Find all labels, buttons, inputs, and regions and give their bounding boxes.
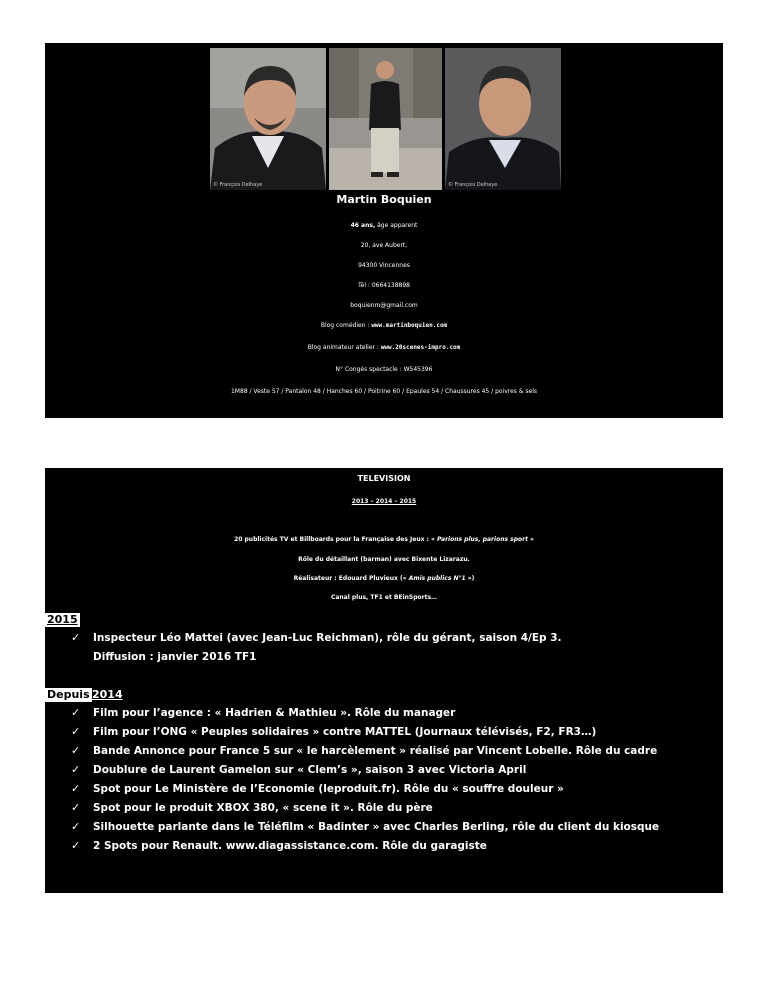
pub-director: Réalisateur : Edouard Pluvieux (« bbox=[293, 575, 409, 582]
television-section bbox=[45, 468, 723, 893]
check-icon: ✓ bbox=[71, 820, 81, 833]
section-title: TELEVISION bbox=[357, 474, 411, 483]
blog-actor bbox=[45, 322, 723, 329]
list-item: Doublure de Laurent Gamelon sur « Clem’s », saison 3 avec Victoria April bbox=[93, 764, 527, 776]
year-2014-text: 2014 bbox=[92, 688, 123, 701]
check-icon: ✓ bbox=[71, 839, 81, 852]
list-item: Spot pour Le Ministère de l’Economie (leproduit.fr). Rôle du « souffre douleur » bbox=[93, 783, 564, 795]
photo-credit: © François Delhaye bbox=[213, 182, 263, 188]
check-icon: ✓ bbox=[71, 631, 81, 644]
depuis-label: Depuis bbox=[47, 688, 90, 701]
pub-campaign-title: Parions plus, parions sport bbox=[437, 536, 528, 543]
list-item: Inspecteur Léo Mattei (avec Jean-Luc Reichman), rôle du gérant, saison 4/Ep 3. bbox=[93, 632, 562, 644]
check-icon: ✓ bbox=[71, 725, 81, 738]
blog-actor-link[interactable]: www.martinboquien.com bbox=[371, 322, 448, 329]
age-line bbox=[45, 222, 723, 229]
pub-film-title: Amis publics N°1 bbox=[408, 575, 466, 582]
list-item: Silhouette parlante dans le Téléfilm « Badinter » avec Charles Berling, rôle du client du kiosque bbox=[93, 821, 660, 833]
check-icon: ✓ bbox=[71, 763, 81, 776]
list-item: Film pour l’ONG « Peuples solidaires » contre MATTEL (Journaux télévisés, F2, FR3…) bbox=[93, 726, 597, 738]
list-item: Spot pour le produit XBOX 380, « scene it ». Rôle du père bbox=[93, 802, 433, 814]
portrait-photo-center bbox=[329, 48, 442, 190]
pub-line-1-text: 20 publicités TV et Billboards pour la Française des Jeux : « bbox=[234, 536, 438, 543]
check-icon: ✓ bbox=[71, 744, 81, 757]
blog-actor-label: Blog comédien : bbox=[320, 322, 372, 329]
age-description: âge apparent bbox=[375, 222, 418, 229]
check-icon: ✓ bbox=[71, 801, 81, 814]
blog-workshop bbox=[45, 344, 723, 351]
blog-workshop-label: Blog animateur atelier : bbox=[307, 344, 381, 351]
photo-credit: © François Delhaye bbox=[448, 182, 498, 188]
profile-header bbox=[45, 43, 723, 418]
pub-line-1-end: » bbox=[527, 536, 534, 543]
age-value: 46 ans, bbox=[350, 222, 376, 229]
year-2015-label bbox=[45, 613, 80, 627]
address-line-1: 20, ave Aubert, bbox=[360, 242, 408, 249]
section-years: 2013 – 2014 – 2015 bbox=[351, 498, 417, 505]
email: boquienm@gmail.com bbox=[350, 302, 418, 309]
actor-name: Martin Boquien bbox=[336, 193, 432, 206]
pub-line-3-end: ») bbox=[465, 575, 475, 582]
list-item: 2 Spots pour Renault. www.diagassistance.com. Rôle du garagiste bbox=[93, 840, 487, 852]
address-line-2: 94300 Vincennes bbox=[358, 262, 410, 269]
pub-line-4: Canal plus, TF1 et BEinSports… bbox=[330, 594, 438, 601]
blog-workshop-link[interactable]: www.20scenes-impro.com bbox=[380, 344, 461, 351]
check-icon: ✓ bbox=[71, 706, 81, 719]
conges-spectacle: N° Congés spectacle : W545396 bbox=[335, 366, 433, 373]
pub-line-2: Rôle du détaillant (barman) avec Bixente Lizarazu. bbox=[298, 556, 470, 563]
pub-line-1 bbox=[45, 536, 723, 543]
pub-line-3 bbox=[45, 575, 723, 582]
measurements: 1M88 / Veste 57 / Pantalon 48 / Hanches 60 / Poitrine 60 / Epaules 54 / Chaussures 45 / poivres & sels bbox=[230, 388, 538, 395]
phone: Tél : 0664138898 bbox=[357, 282, 410, 289]
check-icon: ✓ bbox=[71, 782, 81, 795]
list-item: Bande Annonce pour France 5 sur « le harcèlement » réalisé par Vincent Lobelle. Rôle du cadre bbox=[93, 745, 658, 757]
year-2015-text: 2015 bbox=[47, 613, 78, 626]
list-item-note: Diffusion : janvier 2016 TF1 bbox=[93, 651, 257, 663]
list-item: Film pour l’agence : « Hadrien & Mathieu ». Rôle du manager bbox=[93, 707, 456, 719]
portrait-photo-right bbox=[445, 48, 561, 190]
portrait-photo-left bbox=[210, 48, 326, 190]
